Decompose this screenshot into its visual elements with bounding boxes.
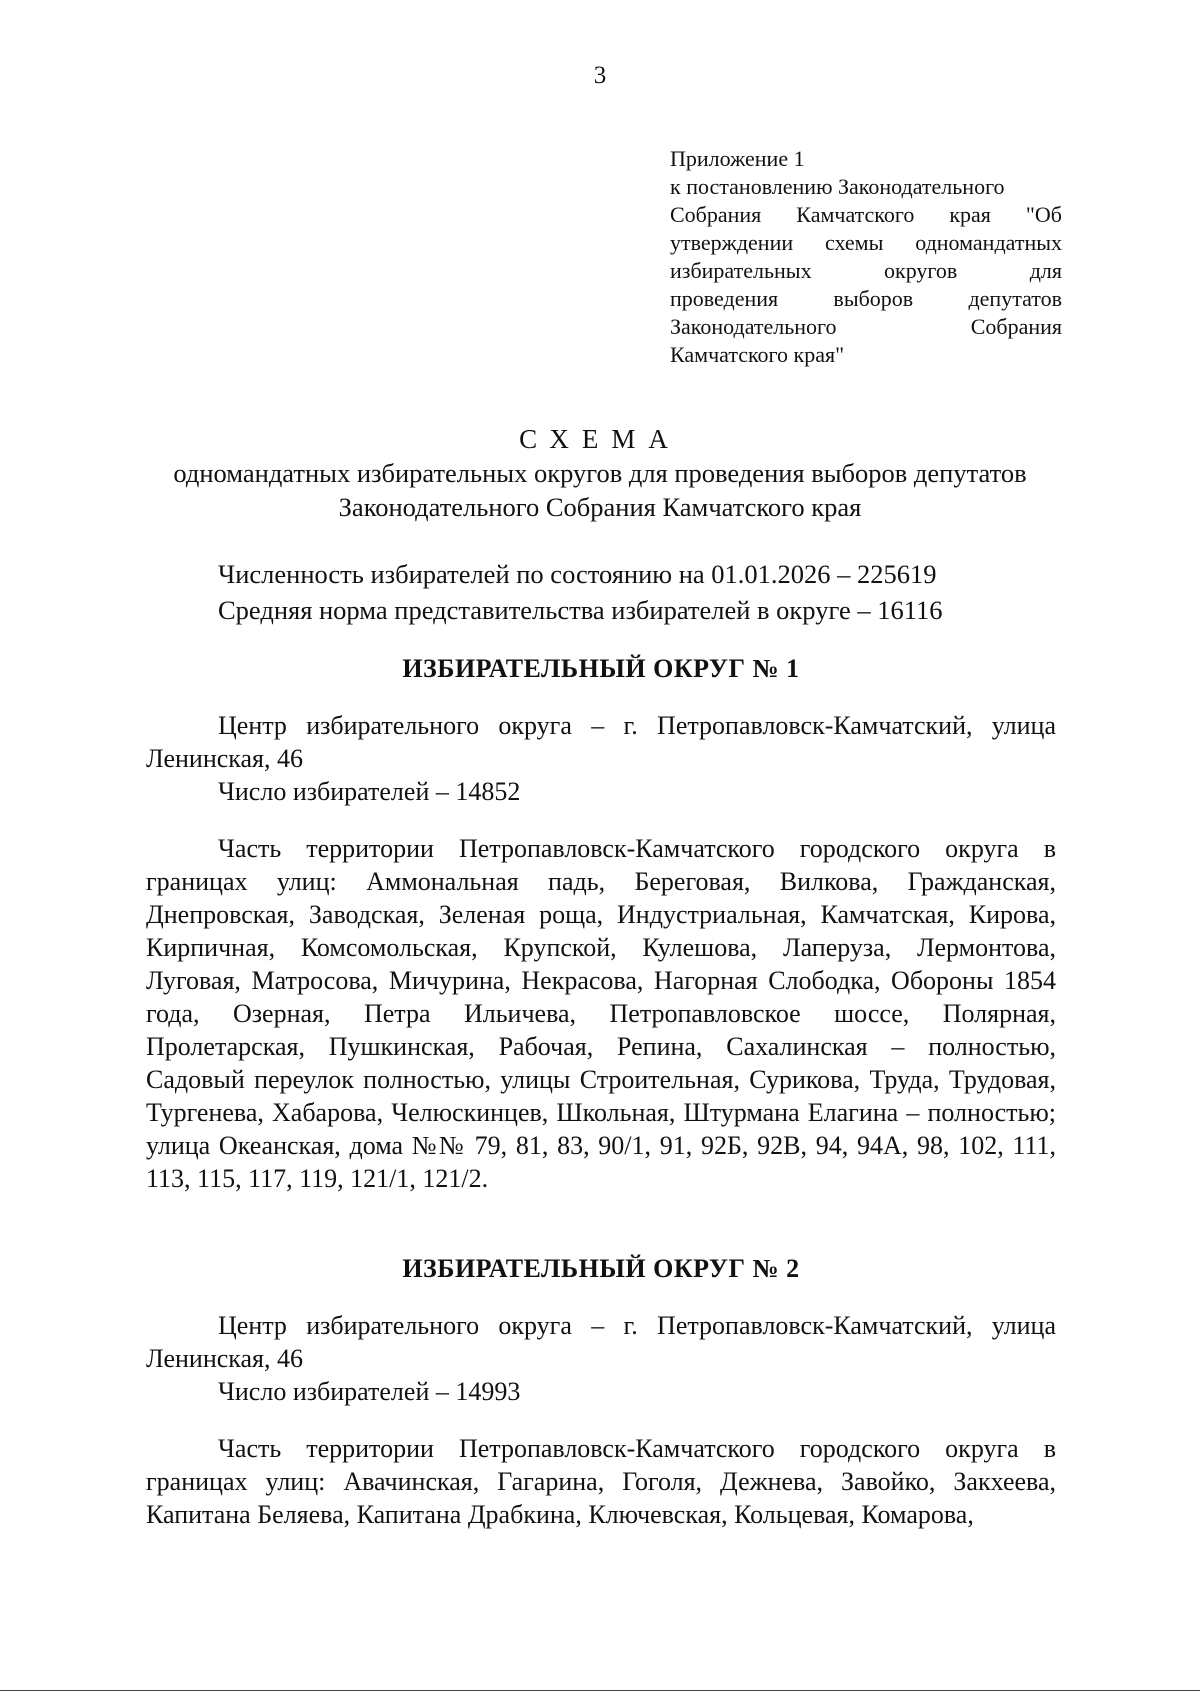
appendix-line: утверждении схемы одномандатных (670, 230, 1062, 255)
appendix-line: Собрания Камчатского края "Об (670, 202, 1062, 227)
appendix-line: Законодательного Собрания (670, 314, 1062, 339)
district-1 (146, 652, 1056, 1195)
title-word: СХЕМА (519, 424, 681, 454)
appendix-note (670, 145, 1062, 369)
district-heading: ИЗБИРАТЕЛЬНЫЙ ОКРУГ № 1 (402, 654, 800, 683)
district-territory: Часть территории Петропавловск-Камчатского городского округа в границах улиц: Аммональная падь, Береговая, Вилкова, Гражданская, Днепровская, Заводская, Зеленая роща, Индустриальная, Камчатская, Кирова, Кирпичная, Комсомольская, Крупской, Кулешова, Лаперуза, Лермонтова, Луговая, Матросова, Мичурина, Некрасова, Нагорная Слободка, Обороны 1854 года, Озерная, Петра Ильичева, Петропавловское шоссе, Полярная, Пролетарская, Пушкинская, Рабочая, Репина, Сахалинская – полностью, Садовый переулок полностью, улицы Строительная, Сурикова, Труда, Трудовая, Тургенева, Хабарова, Челюскинцев, Школьная, Штурмана Елагина – полностью; улица Океанская, дома №№ 79, 81, 83, 90/1, 91, 92Б, 92В, 94, 94А, 98, 102, 111, 113, 115, 117, 119, 121/1, 121/2. (146, 834, 1056, 1193)
document-title (140, 422, 1060, 524)
voters-total: Численность избирателей по состоянию на 01.01.2026 – 225619 (218, 559, 937, 589)
title-line-1: одномандатных избирательных округов для проведения выборов депутатов (173, 458, 1027, 488)
district-center: Центр избирательного округа – г. Петропавловск-Камчатский, улица Ленинская, 46 (146, 1311, 1056, 1373)
appendix-line: к постановлению Законодательного (670, 174, 1005, 199)
appendix-line: проведения выборов депутатов (670, 286, 1062, 311)
title-line-2: Законодательного Собрания Камчатского края (338, 492, 862, 522)
appendix-line: Приложение 1 (670, 146, 805, 171)
district-heading: ИЗБИРАТЕЛЬНЫЙ ОКРУГ № 2 (402, 1254, 800, 1283)
average-norm: Средняя норма представительства избирателей в округе – 16116 (218, 595, 943, 625)
scan-edge-rule (0, 1690, 1200, 1691)
voter-stats (218, 556, 943, 628)
district-territory: Часть территории Петропавловск-Камчатского городского округа в границах улиц: Авачинская, Гагарина, Гоголя, Дежнева, Завойко, Закхеева, Капитана Беляева, Капитана Драбкина, Ключевская, Кольцевая, Комарова, (146, 1434, 1056, 1529)
district-2 (146, 1252, 1056, 1531)
district-center: Центр избирательного округа – г. Петропавловск-Камчатский, улица Ленинская, 46 (146, 711, 1056, 773)
appendix-line: избирательных округов для (670, 258, 1062, 283)
district-voters: Число избирателей – 14993 (218, 1377, 521, 1406)
page-number: 3 (593, 62, 607, 89)
appendix-line: Камчатского края" (670, 342, 845, 367)
district-voters: Число избирателей – 14852 (218, 777, 521, 806)
